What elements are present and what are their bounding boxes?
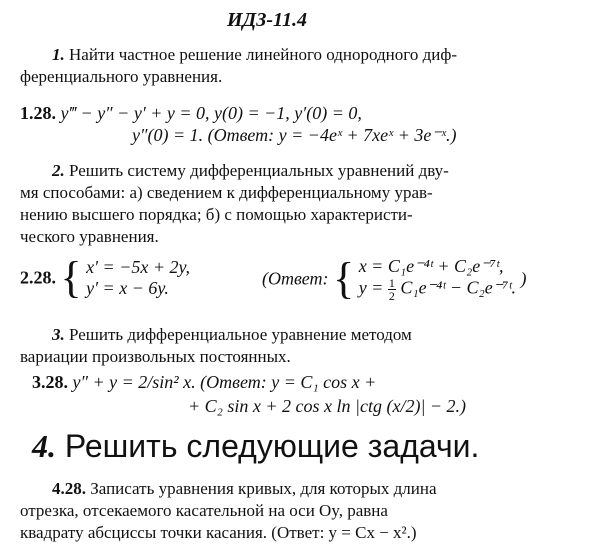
task2-statement-line1: Решить систему дифференциальных уравнений дву- — [69, 161, 449, 180]
problem-1-28-number: 1.28. — [20, 103, 56, 123]
task2-statement-line4: ческого уравнения. — [20, 227, 159, 246]
problem-2-28-number: 2.28. — [20, 267, 56, 288]
problem-4-28-text-line3: квадрату абсциссы точки касания. (Ответ: y = Cx − x².) — [20, 523, 417, 542]
answer-label: (Ответ: — [262, 268, 329, 289]
answer-eq2 — [359, 277, 516, 302]
problem-1-28-answer: y″(0) = 1. (Ответ: y = −4eˣ + 7xeˣ + 3e⁻ˣ.) — [132, 125, 457, 145]
problem-3-28-answer: + C₂ sin x + 2 cos x ln |ctg (x/2)| − 2.) — [188, 396, 467, 416]
task3-statement-line2: вариации произвольных постоянных. — [20, 347, 291, 366]
fraction-denominator: 2 — [388, 289, 395, 303]
system-eq1: x′ = −5x + 2y, — [86, 257, 190, 277]
task2-text-line1 — [52, 160, 449, 182]
task4-heading — [32, 428, 479, 465]
answer-eq2-suffix: C₁e⁻⁴ᵗ − C₂e⁻⁷ᵗ. — [400, 277, 517, 298]
problem-2-28-answer — [262, 256, 527, 306]
page-title: ИДЗ-11.4 — [227, 9, 307, 31]
task1-number: 1. — [52, 45, 65, 64]
task1-text-line1 — [52, 44, 457, 66]
problem-4-28-text-line2: отрезка, отсекаемого касательной на оси Oy, равна — [20, 501, 388, 520]
problem-3-28-equation: y″ + y = 2/sin² x. (Ответ: y = C₁ cos x + — [72, 372, 377, 392]
answer-close: ) — [520, 268, 527, 289]
problem-3-28-number: 3.28. — [32, 372, 68, 392]
task4-number: 4. — [32, 428, 56, 464]
problem-3-28-line1 — [32, 372, 376, 393]
task1-statement-line1: Найти частное решение линейного однородного диф- — [69, 45, 457, 64]
fraction-one-half — [388, 277, 396, 302]
answer-brace: { — [333, 254, 355, 303]
answer-system — [359, 256, 516, 302]
problem-4-28-line1 — [52, 478, 436, 500]
task3-number: 3. — [52, 325, 65, 344]
system-equations — [86, 257, 190, 299]
task2-number: 2. — [52, 161, 65, 180]
problem-2-28 — [20, 253, 190, 306]
task3-text-line1 — [52, 324, 412, 346]
problem-4-28-text-line1: Записать уравнения кривых, для которых длина — [90, 479, 437, 498]
problem-1-28-equation: y‴ − y″ − y′ + y = 0, y(0) = −1, y′(0) = 0, — [60, 103, 362, 123]
system-eq2: y′ = x − 6y. — [86, 278, 169, 298]
problem-1-28-line1 — [20, 103, 362, 124]
task3-statement-line1: Решить дифференциальное уравнение методом — [69, 325, 412, 344]
task2-statement-line2: мя способами: а) сведением к дифференциальному урав- — [20, 183, 433, 202]
answer-eq2-prefix: y = — [358, 277, 384, 298]
task2-statement-line3: нению высшего порядка; б) с помощью характеристи- — [20, 205, 413, 224]
task1-statement-line2: ференциального уравнения. — [20, 67, 223, 86]
task4-heading-text: Решить следующие задачи. — [64, 428, 480, 464]
answer-eq1: x = C₁e⁻⁴ᵗ + C₂e⁻⁷ᵗ, — [358, 256, 504, 276]
fraction-numerator: 1 — [388, 276, 395, 290]
problem-4-28-number: 4.28. — [52, 479, 86, 498]
system-brace: { — [60, 253, 82, 302]
